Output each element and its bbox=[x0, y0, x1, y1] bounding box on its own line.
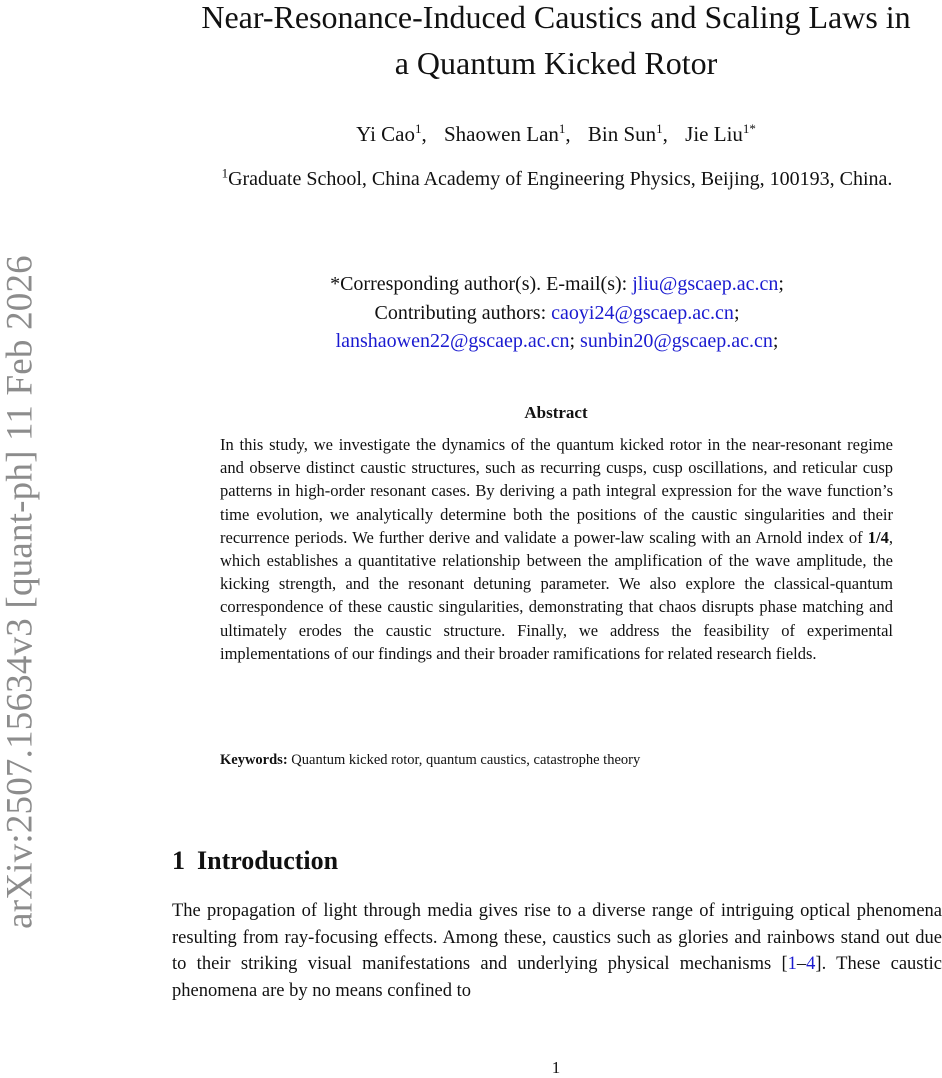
citation-link[interactable]: 1 bbox=[787, 954, 797, 974]
author: Jie Liu$^{1*}$ bbox=[685, 121, 756, 146]
abstract-text: In this study, we investigate the dynamics of the quantum kicked rotor in the near-resonant regime and observe distinct caustic structures, such as recurring cusps, cusp oscillations, and reticular cusp patterns in high-order resonant cases. By deriving a path integral expression for the wave function’s time evolution, we analytically determine both the positions of the caustic singularities and their recurrence periods. We further derive and validate a power-law scaling with an Arnold index of 1/4, which establishes a quantitative relationship between the amplification of the wave amplitude, the kicking strength, and the resonant detuning parameter. We also explore the classical-quantum correspondence of these caustic singularities, demonstrating that chaos disrupts phase matching and ultimately erodes the caustic structure. Finally, we address the feasibility of experimental implementations of our findings and their broader ramifications for related research fields. bbox=[220, 435, 893, 663]
keywords: Keywords: Quantum kicked rotor, quantum caustics, catastrophe theory bbox=[220, 752, 641, 768]
arxiv-identifier-stamp bbox=[0, 0, 40, 1076]
citation-link[interactable]: 4 bbox=[806, 954, 816, 974]
introduction-paragraph: The propagation of light through media gives rise to a diverse range of intriguing optical phenomena resulting from ray-focusing effects. Among these, caustics such as glories and rainbows stand out due to their striking visual manifestations and underlying physical mechanisms [1–4]. These caustic phenomena are by no means confined to bbox=[172, 901, 942, 1001]
section-heading bbox=[172, 846, 338, 876]
author: Shaowen Lan$^1$, bbox=[444, 121, 571, 146]
page-number: 1 bbox=[551, 1058, 561, 1077]
arnold-index-value: 1/4 bbox=[867, 527, 889, 547]
author: Bin Sun$^1$, bbox=[587, 121, 668, 146]
section-title: Introduction bbox=[197, 846, 339, 875]
arxiv-stamp-text: arXiv:2507.15634v3 [quant-ph] 11 Feb 2026 bbox=[0, 255, 41, 929]
author: Yi Cao$^1$, bbox=[356, 121, 427, 146]
contact-block bbox=[212, 270, 902, 356]
corresponding-email-link[interactable]: jliu@gscaep.ac.cn bbox=[632, 273, 779, 295]
corresponding-author-line: *Corresponding author(s). E-mail(s): jliu@gscaep.ac.cn; bbox=[330, 273, 784, 295]
contributing-authors-line: lanshaowen22@gscaep.ac.cn; sunbin20@gscaep.ac.cn; bbox=[335, 330, 779, 352]
author-list bbox=[200, 120, 912, 148]
keywords-label: Keywords: bbox=[220, 752, 288, 768]
paper-title: Near-Resonance-Induced Caustics and Scaling Laws in a Quantum Kicked Rotor bbox=[201, 0, 911, 81]
section-number: 1 bbox=[172, 846, 185, 875]
contributing-email-link[interactable]: lanshaowen22@gscaep.ac.cn bbox=[335, 330, 570, 352]
abstract-heading: Abstract bbox=[524, 403, 588, 422]
contributing-authors-line: Contributing authors: caoyi24@gscaep.ac.cn; bbox=[374, 301, 740, 324]
contributing-email-link[interactable]: caoyi24@gscaep.ac.cn bbox=[551, 301, 734, 324]
affiliation: $^1$Graduate School, China Academy of Engineering Physics, Beijing, 100193, China. bbox=[221, 165, 893, 190]
contributing-email-link[interactable]: sunbin20@gscaep.ac.cn bbox=[580, 330, 773, 352]
